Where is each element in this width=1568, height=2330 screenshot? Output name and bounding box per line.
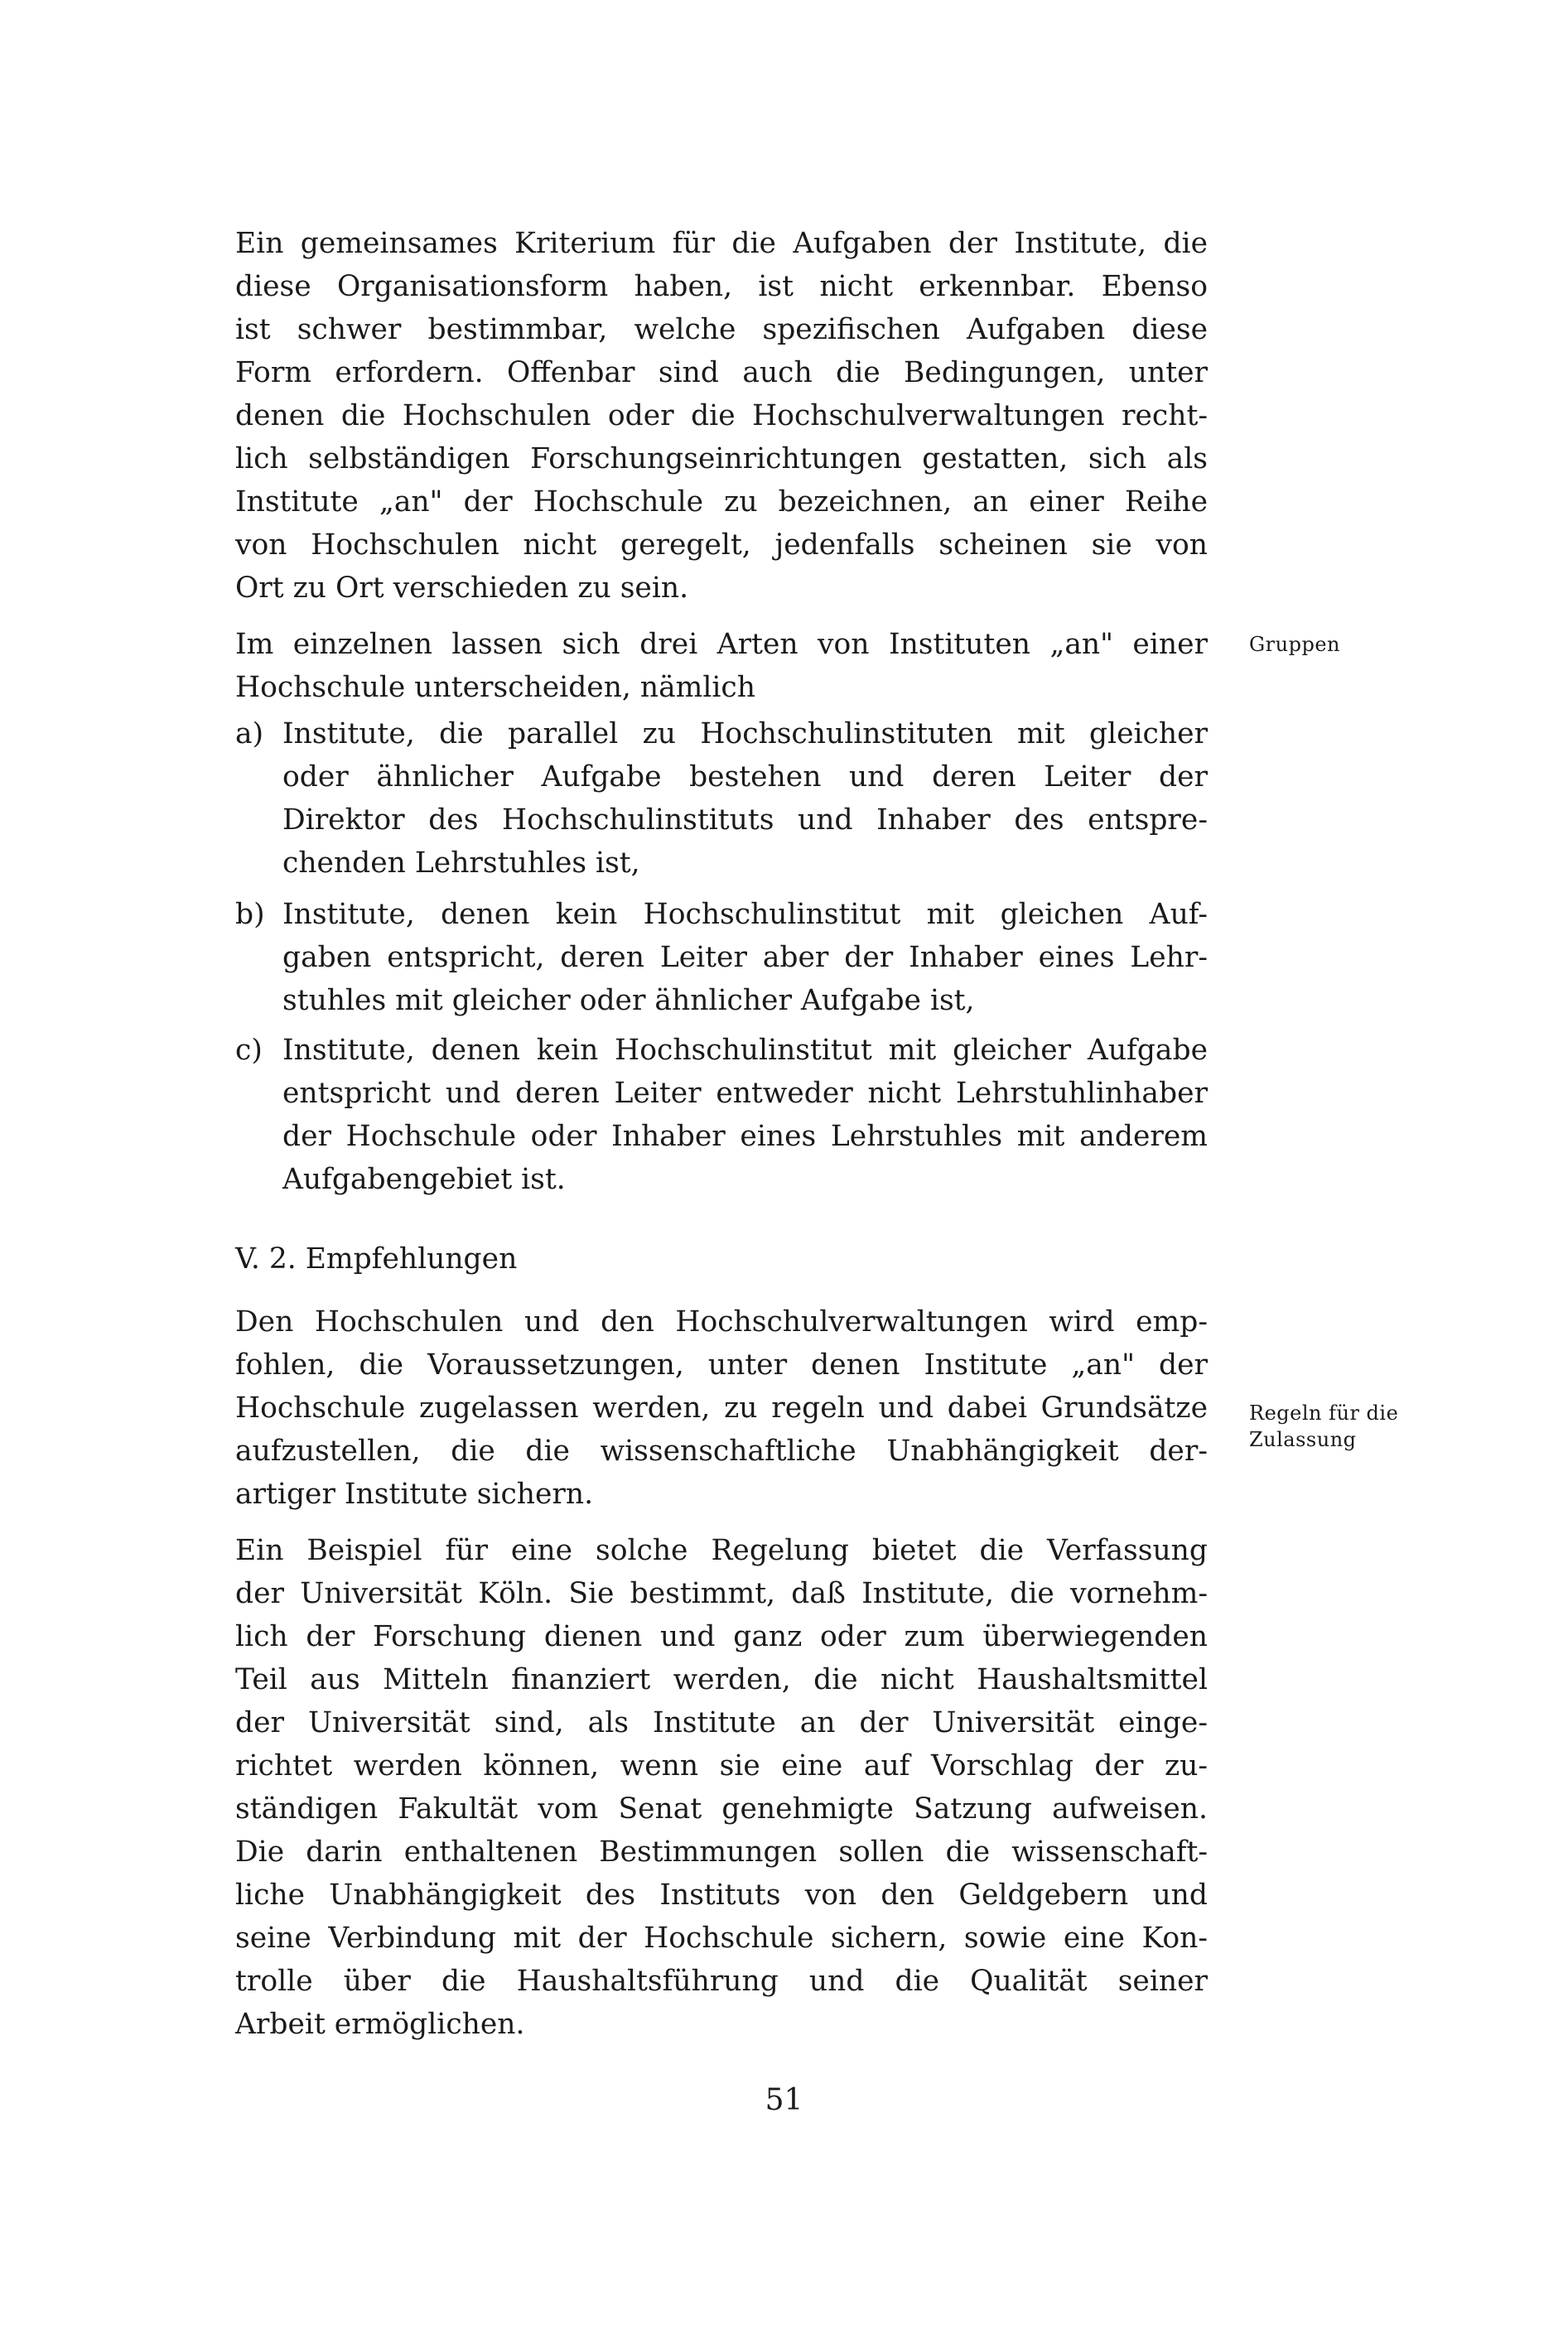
text-line: lich der Forschung dienen und ganz oder zum überwiegenden bbox=[235, 1620, 1208, 1653]
text-line: entspricht und deren Leiter entweder nicht Lehrstuhlinhaber bbox=[282, 1077, 1208, 1110]
text-line: lich selbständigen Forschungseinrichtungen gestatten, sich als bbox=[235, 442, 1208, 475]
text-line: Arbeit ermöglichen. bbox=[235, 2008, 525, 2041]
section-heading: V. 2. Empfehlungen bbox=[235, 1242, 518, 1276]
text-line: Institute, die parallel zu Hochschulinstituten mit gleicher bbox=[282, 717, 1208, 750]
text-line: fohlen, die Voraussetzungen, unter denen Institute „an" der bbox=[235, 1348, 1208, 1382]
text-line: Form erfordern. Offenbar sind auch die Bedingungen, unter bbox=[235, 356, 1208, 389]
text-line: Den Hochschulen und den Hochschulverwaltungen wird emp- bbox=[235, 1305, 1208, 1339]
text-line: denen die Hochschulen oder die Hochschulverwaltungen recht- bbox=[235, 399, 1208, 432]
text-line: Aufgabengebiet ist. bbox=[282, 1163, 566, 1196]
text-line: Institute „an" der Hochschule zu bezeichnen, an einer Reihe bbox=[235, 485, 1208, 519]
paragraph-recommendation bbox=[235, 1300, 1208, 1516]
text-line: Hochschule zugelassen werden, zu regeln und dabei Grundsätze bbox=[235, 1392, 1208, 1425]
list-label: c) bbox=[235, 1034, 263, 1067]
text-line: der Hochschule oder Inhaber eines Lehrstuhles mit anderem bbox=[282, 1120, 1208, 1153]
text-line: von Hochschulen nicht geregelt, jedenfalls scheinen sie von bbox=[235, 528, 1208, 562]
text-line: Im einzelnen lassen sich drei Arten von Instituten „an" einer bbox=[235, 628, 1208, 661]
text-line: Ort zu Ort verschieden zu sein. bbox=[235, 572, 689, 605]
text-line: trolle über die Haushaltsführung und die Qualität seiner bbox=[235, 1965, 1208, 1998]
margin-note-text: Gruppen bbox=[1249, 633, 1340, 656]
text-line: Institute, denen kein Hochschulinstitut mit gleicher Aufgabe bbox=[282, 1034, 1208, 1067]
text-line: diese Organisationsform haben, ist nicht erkennbar. Ebenso bbox=[235, 270, 1208, 303]
text-line: stuhles mit gleicher oder ähnlicher Aufgabe ist, bbox=[282, 984, 975, 1017]
text-line: Ein Beispiel für eine solche Regelung bietet die Verfassung bbox=[235, 1534, 1208, 1567]
text-line: richtet werden können, wenn sie eine auf Vorschlag der zu- bbox=[235, 1749, 1208, 1782]
paragraph-example-koeln bbox=[235, 1529, 1208, 2046]
list-item-a bbox=[235, 712, 1208, 885]
text-line: Die darin enthaltenen Bestimmungen sollen die wissenschaft- bbox=[235, 1836, 1208, 1869]
list-item-c bbox=[235, 1029, 1208, 1201]
text-line: Direktor des Hochschulinstituts und Inhaber des entspre- bbox=[282, 803, 1208, 837]
text-line: Institute, denen kein Hochschulinstitut mit gleichen Auf- bbox=[282, 898, 1208, 931]
margin-note-gruppen bbox=[1249, 631, 1340, 658]
list-label: a) bbox=[235, 717, 264, 750]
page-number: 51 bbox=[765, 2083, 803, 2117]
text-line: artiger Institute sichern. bbox=[235, 1478, 594, 1511]
paragraph-criteria bbox=[235, 222, 1208, 610]
text-line: aufzustellen, die die wissenschaftliche Unabhängigkeit der- bbox=[235, 1435, 1208, 1468]
margin-note-text: Regeln für die bbox=[1249, 1401, 1399, 1425]
text-line: der Universität Köln. Sie bestimmt, daß Institute, die vornehm- bbox=[235, 1577, 1208, 1610]
text-line: liche Unabhängigkeit des Instituts von den Geldgebern und bbox=[235, 1879, 1208, 1912]
text-line: Ein gemeinsames Kriterium für die Aufgaben der Institute, die bbox=[235, 227, 1208, 260]
paragraph-groups-intro bbox=[235, 623, 1208, 709]
list-item-b bbox=[235, 893, 1208, 1022]
list-label: b) bbox=[235, 898, 265, 931]
margin-note-regeln bbox=[1249, 1400, 1398, 1453]
text-line: der Universität sind, als Institute an der Universität einge- bbox=[235, 1706, 1208, 1739]
text-line: ist schwer bestimmbar, welche spezifischen Aufgaben diese bbox=[235, 313, 1208, 346]
text-line: seine Verbindung mit der Hochschule sichern, sowie eine Kon- bbox=[235, 1922, 1208, 1955]
text-line: ständigen Fakultät vom Senat genehmigte Satzung aufweisen. bbox=[235, 1792, 1208, 1826]
text-line: chenden Lehrstuhles ist, bbox=[282, 847, 640, 880]
text-line: Hochschule unterscheiden, nämlich bbox=[235, 671, 755, 704]
text-line: gaben entspricht, deren Leiter aber der Inhaber eines Lehr- bbox=[282, 941, 1208, 974]
margin-note-text: Zulassung bbox=[1249, 1428, 1357, 1451]
text-line: Teil aus Mitteln finanziert werden, die nicht Haushaltsmittel bbox=[235, 1663, 1208, 1696]
text-line: oder ähnlicher Aufgabe bestehen und deren Leiter der bbox=[282, 760, 1208, 794]
